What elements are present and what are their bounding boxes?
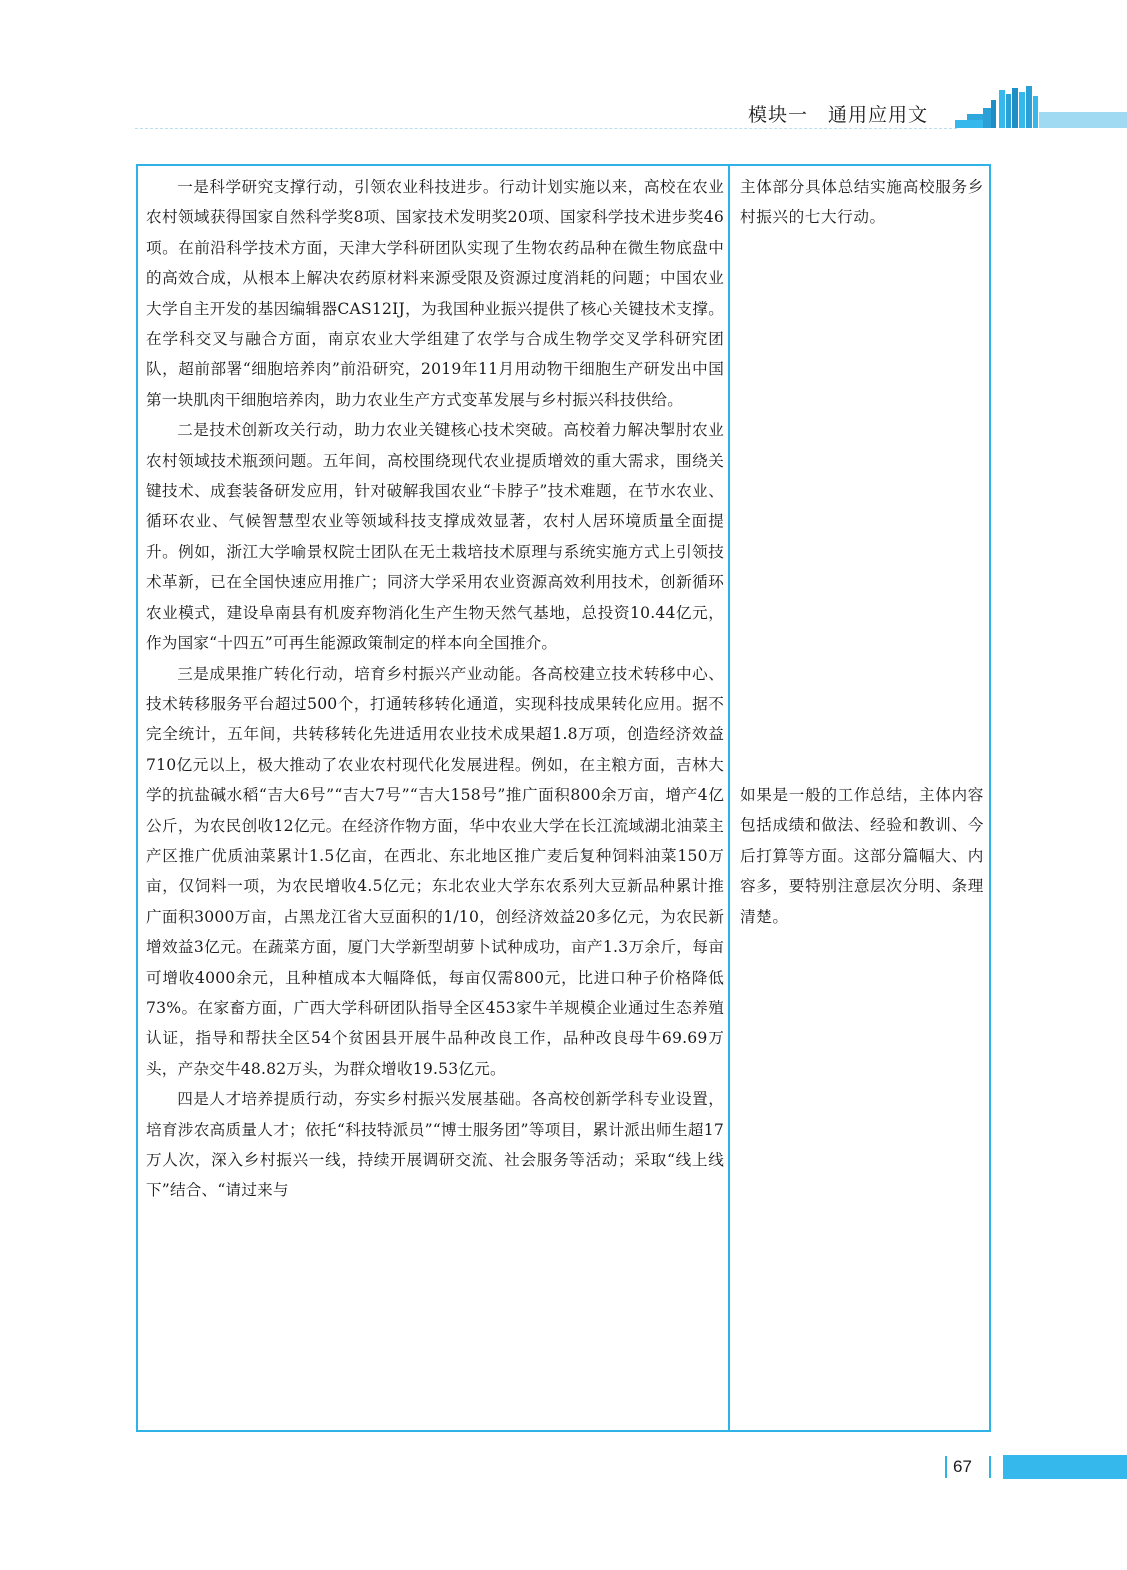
- page-number: 67: [953, 1457, 972, 1476]
- paragraph-innovation: 二是技术创新攻关行动，助力农业关键核心技术突破。高校着力解决掣肘农业农村领域技术瓶颈问题。五年间，高校围绕现代农业提质增效的重大需求，围绕关键技术、成套装备研发应用，针对破解我国农业“卡脖子”技术难题，在节水农业、循环农业、气候智慧型农业等领域科技支撑成效显著，农村人居环境质量全面提升。例如，浙江大学喻景权院士团队在无土栽培技术原理与系统实施方式上引领技术革新，已在全国快速应用推广；同济大学采用农业资源高效利用技术，创新循环农业模式，建设阜南县有机废弃物消化生产生物天然气基地，总投资10.44亿元，作为国家“十四五”可再生能源政策制定的样本向全国推介。: [146, 421, 724, 653]
- paragraph-research: 一是科学研究支撑行动，引领农业科技进步。行动计划实施以来，高校在农业农村领域获得国家自然科学奖8项、国家技术发明奖20项、国家科学技术进步奖46项。在前沿科学技术方面，天津大学科研团队实现了生物农药品种在微生物底盘中的高效合成，从根本上解决农药原材料来源受限及资源过度消耗的问题；中国农业大学自主开发的基因编辑器CAS12IJ，为我国种业振兴提供了核心关键技术支撑。在学科交叉与融合方面，南京农业大学组建了农学与合成生物学交叉学科研究团队，超前部署“细胞培养肉”前沿研究，2019年11月用动物干细胞生产研发出中国第一块肌肉干细胞培养肉，助力农业生产方式变革发展与乡村振兴科技供给。: [146, 178, 724, 409]
- paragraph-transfer: 三是成果推广转化行动，培育乡村振兴产业动能。各高校建立技术转移中心、技术转移服务平台超过500个，打通转移转化通道，实现科技成果转化应用。据不完全统计，五年间，共转移转化先进适用农业技术成果超1.8万项，创造经济效益710亿元以上，极大推动了农业农村现代化发展进程。例如，在主粮方面，吉林大学的抗盐碱水稻“吉大6号”“吉大7号”“吉大158号”推广面积800余万亩，增产4亿公斤，为农民创收12亿元。在经济作物方面，华中农业大学在长江流域湖北油菜主产区推广优质油菜累计1.5亿亩，在西北、东北地区推广麦后复种饲料油菜150万亩，仅饲料一项，为农民增收4.5亿元；东北农业大学东农系列大豆新品种累计推广面积3000万亩，占黑龙江省大豆面积的1/10，创经济效益20多亿元，为农民新增效益3亿元。在蔬菜方面，厦门大学新型胡萝卜试种成功，亩产1.3万余斤，每亩可增收4000余元，且种植成本大幅降低，每亩仅需800元，比进口种子价格降低73%。在家畜方面，广西大学科研团队指导全区453家牛羊规模企业通过生态养殖认证，指导和帮扶全区54个贫困县开展牛品种改良工作，品种改良母牛69.69万头，产杂交牛48.82万头，为群众增收19.53亿元。: [146, 664, 724, 1078]
- column-divider: [728, 166, 730, 1430]
- footer-divider-left: [945, 1456, 947, 1478]
- side-note-guidance: 如果是一般的工作总结，主体内容包括成绩和做法、经验和教训、今后打算等方面。这部分篇幅大、内容多，要特别注意层次分明、条理清楚。: [740, 786, 984, 926]
- module-title: 模块一 通用应用文: [748, 104, 929, 126]
- main-body: [146, 172, 724, 1206]
- footer-divider-right: [989, 1456, 991, 1478]
- books-decoration-icon: [955, 86, 1127, 130]
- side-note-structure: 主体部分具体总结实施高校服务乡村振兴的七大行动。: [740, 178, 984, 227]
- header-divider: [135, 128, 957, 130]
- paragraph-talent: 四是人才培养提质行动，夯实乡村振兴发展基础。各高校创新学科专业设置，培育涉农高质量人才；依托“科技特派员”“博士服务团”等项目，累计派出师生超17万人次，深入乡村振兴一线，持续开展调研交流、社会服务等活动；采取“线上线下”结合、“请过来与: [146, 1090, 724, 1200]
- content-box: [136, 164, 991, 1432]
- footer-accent-bar: [1003, 1455, 1127, 1479]
